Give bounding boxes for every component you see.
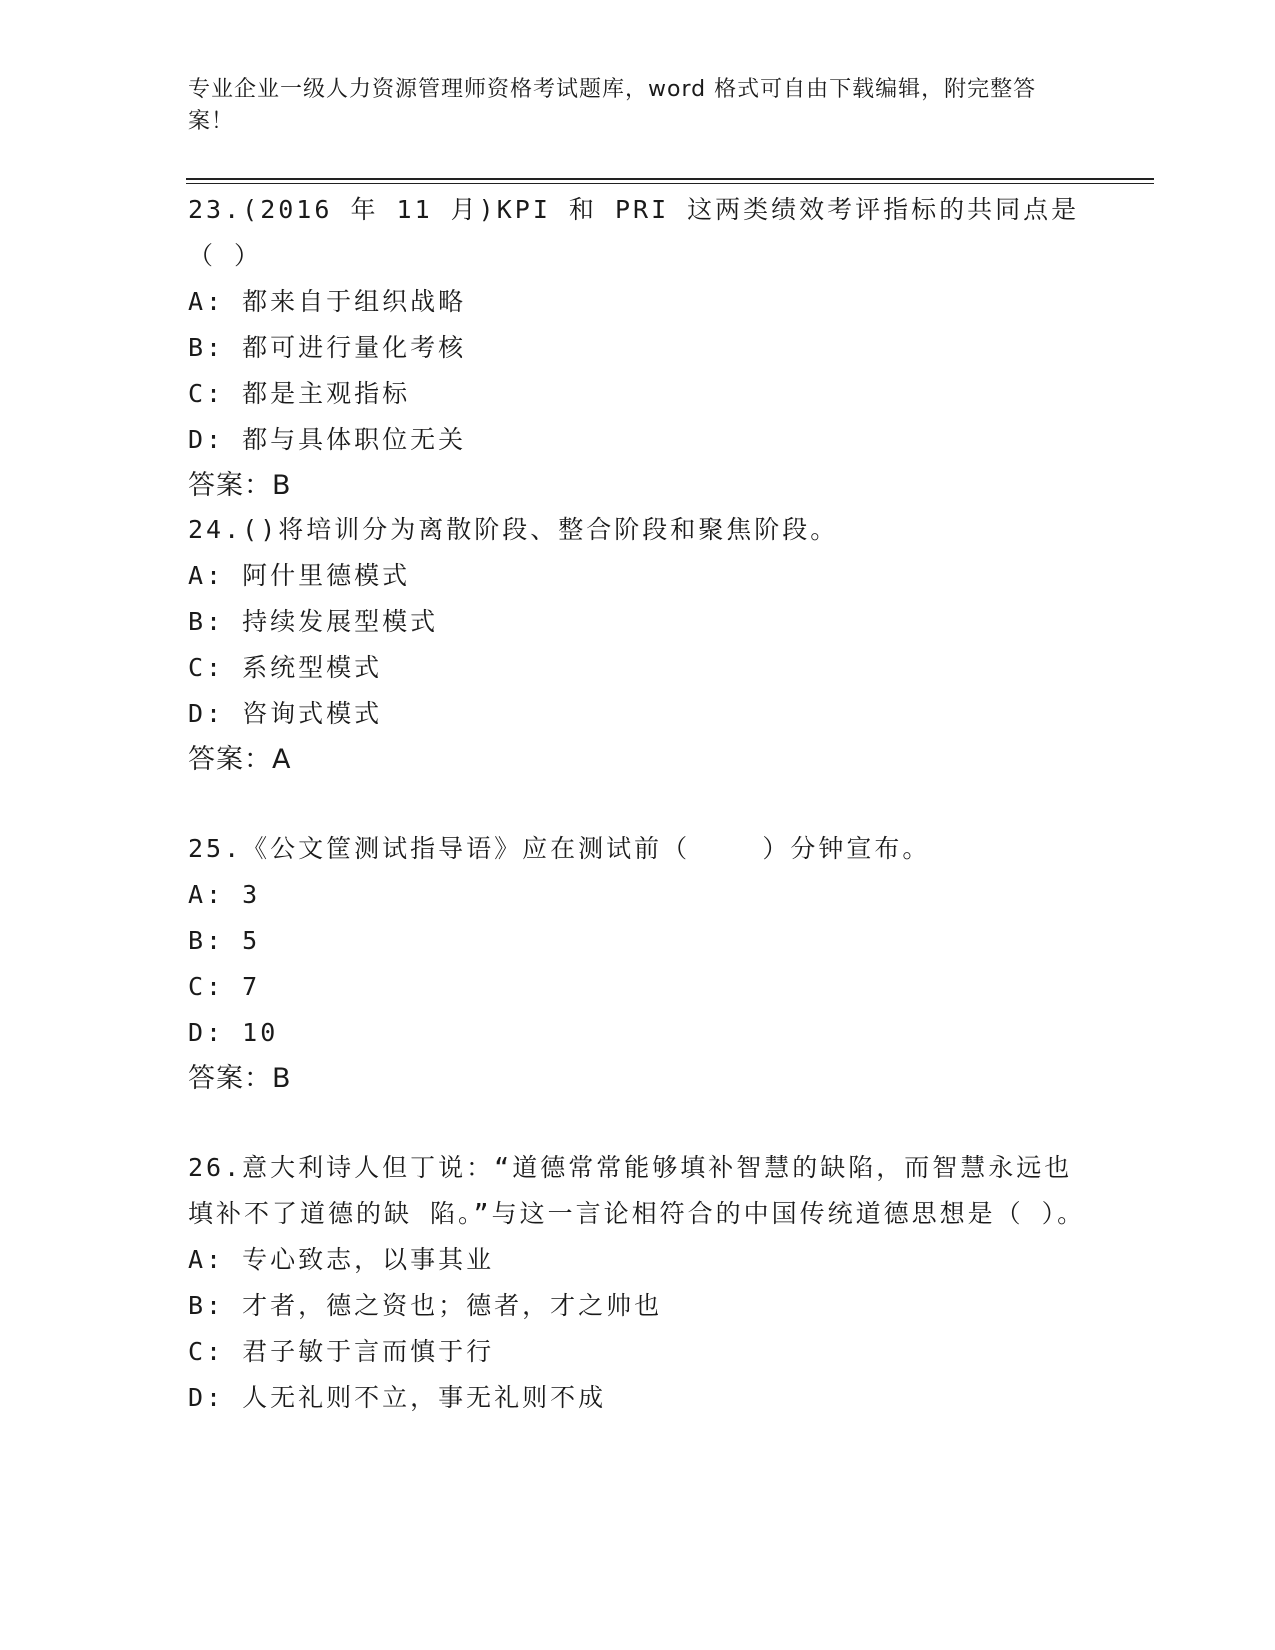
document-header: 专业企业一级人力资源管理师资格考试题库，word 格式可自由下载编辑，附完整答案！ [188, 77, 1037, 134]
option-a: A: 3 [188, 880, 261, 909]
question-stem: 26.意大利诗人但丁说：“道德常常能够填补智慧的缺陷，而智慧永远也填补不了道德的缺 陷。”与这一言论相符合的中国传统道德思想是（ ）。 [188, 1153, 1086, 1228]
question-stem: 25.《公文筐测试指导语》应在测试前（ ）分钟宣布。 [188, 834, 931, 863]
option-d: D: 10 [188, 1018, 279, 1047]
answer-line: 答案：B [188, 1063, 292, 1094]
option-c: C: 君子敏于言而慎于行 [188, 1337, 495, 1366]
question-stem: 23.(2016 年 11 月)KPI 和 PRI 这两类绩效考评指标的共同点是（ ） [188, 195, 1080, 270]
option-b: B: 都可进行量化考核 [188, 333, 467, 362]
option-c: C: 系统型模式 [188, 653, 383, 682]
option-a: A: 专心致志，以事其业 [188, 1245, 495, 1274]
option-a: A: 都来自于组织战略 [188, 287, 467, 316]
option-d: D: 咨询式模式 [188, 699, 383, 728]
question-25 [188, 826, 1088, 1102]
option-b: B: 5 [188, 926, 261, 955]
option-a: A: 阿什里德模式 [188, 561, 411, 590]
answer-line: 答案：B [188, 470, 292, 501]
option-d: D: 人无礼则不立，事无礼则不成 [188, 1383, 607, 1412]
header-divider-thin [186, 183, 1154, 184]
option-b: B: 才者，德之资也；德者，才之帅也 [188, 1291, 663, 1320]
answer-line: 答案：A [188, 744, 292, 775]
question-24 [188, 507, 1088, 783]
option-d: D: 都与具体职位无关 [188, 425, 467, 454]
option-b: B: 持续发展型模式 [188, 607, 439, 636]
question-26 [188, 1145, 1088, 1421]
question-23 [188, 187, 1088, 509]
question-stem: 24.()将培训分为离散阶段、整合阶段和聚焦阶段。 [188, 515, 839, 544]
option-c: C: 都是主观指标 [188, 379, 411, 408]
header-divider [186, 178, 1154, 180]
option-c: C: 7 [188, 972, 261, 1001]
